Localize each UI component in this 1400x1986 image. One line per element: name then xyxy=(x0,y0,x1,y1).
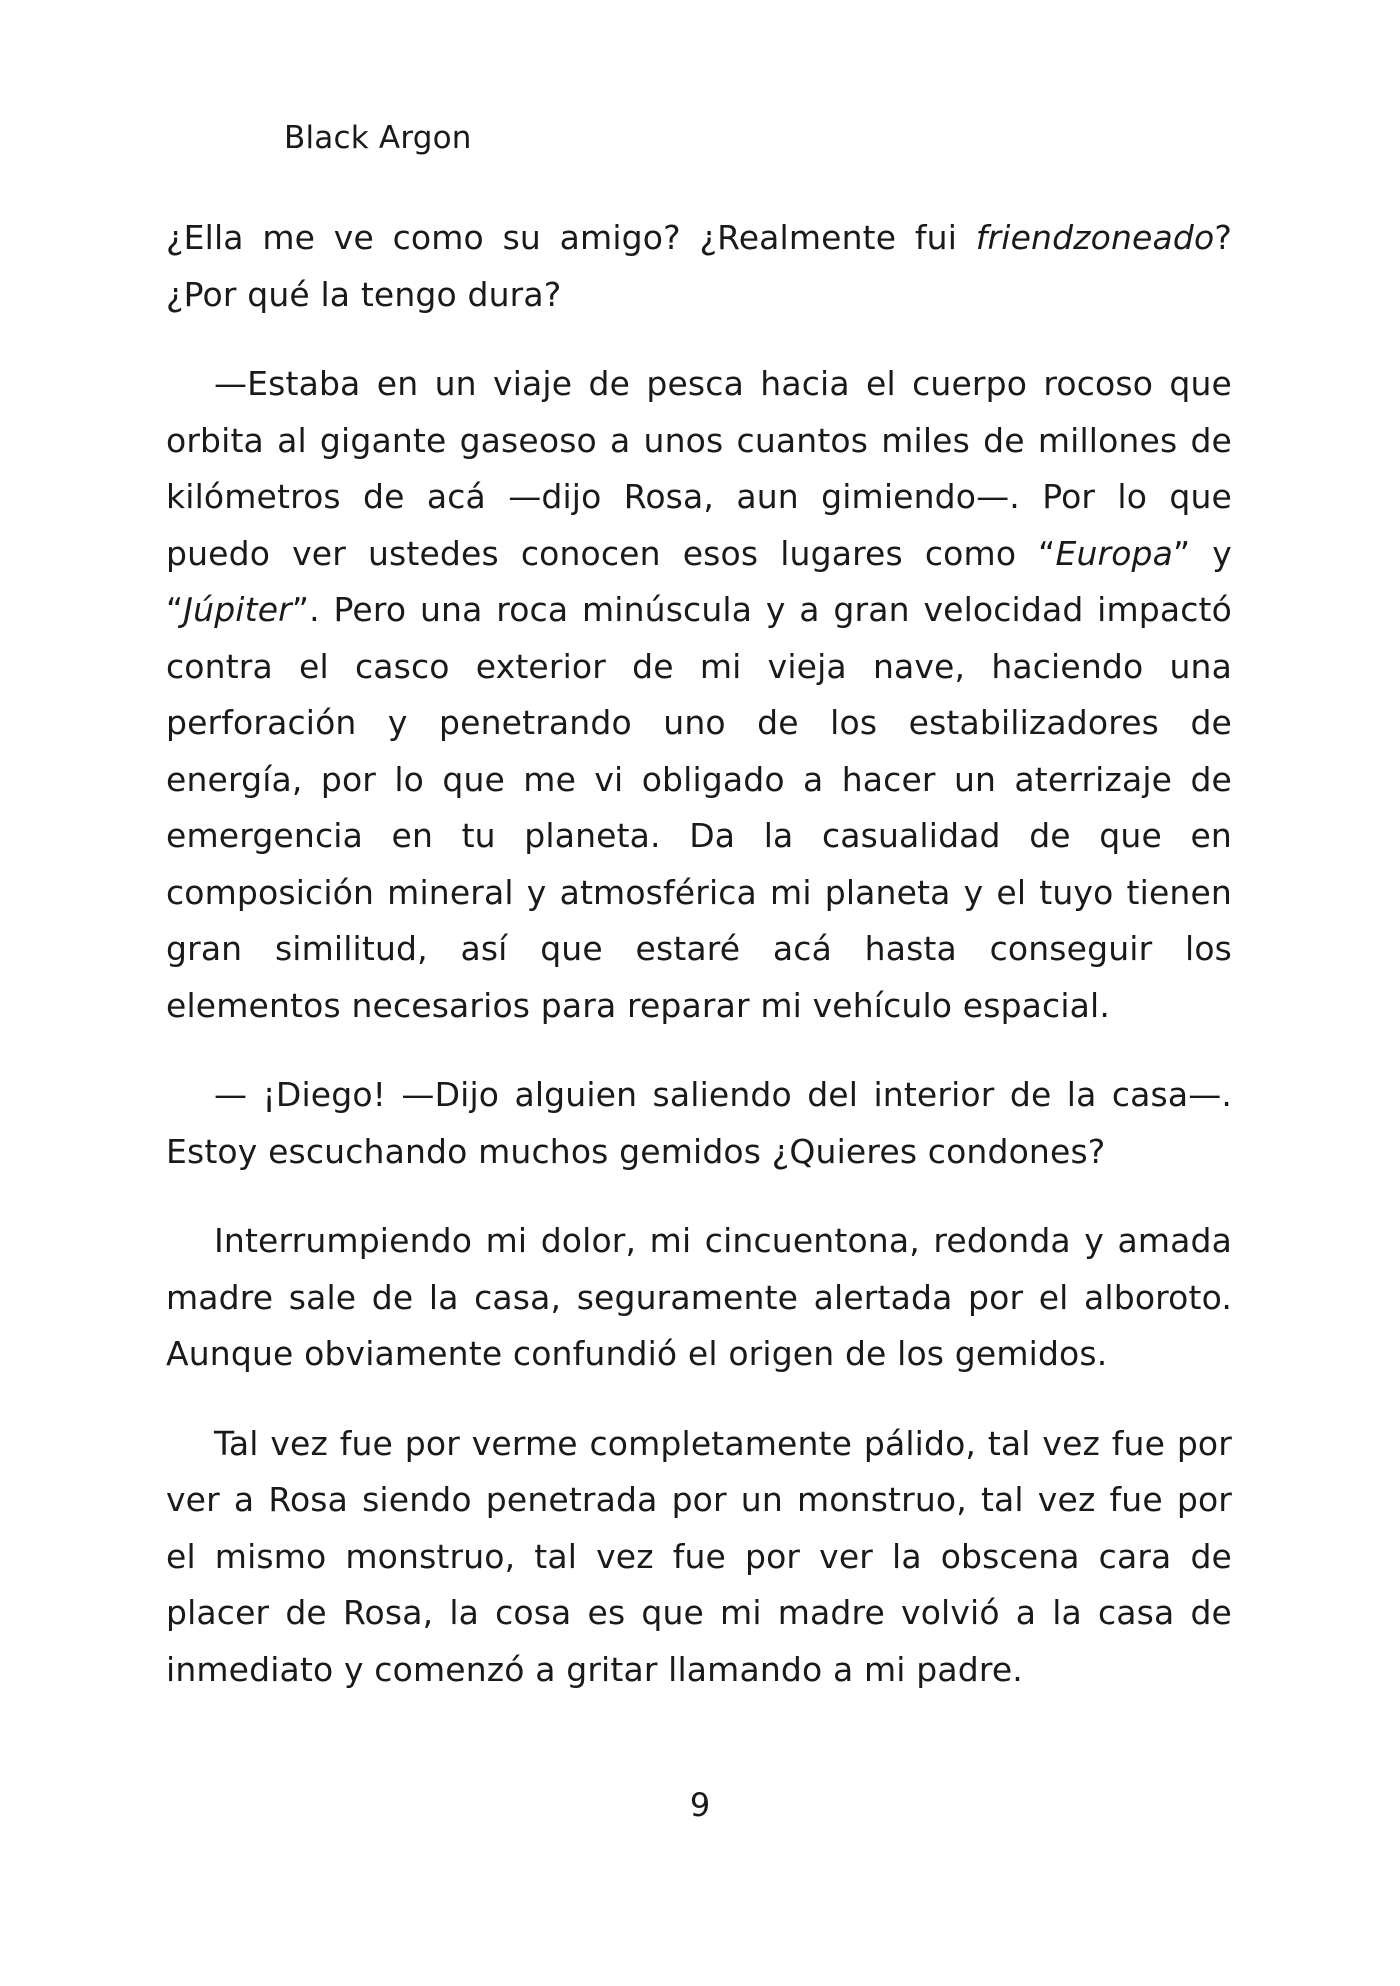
paragraph xyxy=(166,356,1232,1034)
text-run: — ¡Diego! —Dijo alguien saliendo del interior de la casa—. Estoy escuchando muchos gemidos ¿Quieres condones? xyxy=(166,1075,1232,1171)
body-text xyxy=(166,210,1232,1731)
text-run: ¿Ella me ve como su amigo? ¿Realmente fui xyxy=(166,218,976,257)
paragraph xyxy=(166,1416,1232,1699)
running-header-title: Black Argon xyxy=(284,120,472,156)
italic-text: friendzoneado xyxy=(975,218,1215,257)
text-run: ”. Pero una roca minúscula y a gran velocidad impactó contra el casco exterior de mi vieja nave, haciendo una perforación y penetrando uno de los estabilizadores de energía, por lo que me vi obligado a hacer un aterrizaje de emergencia en tu planeta. Da la casualidad de que en composición mineral y atmosférica mi planeta y el tuyo tienen gran similitud, así que estaré acá hasta conseguir los elementos necesarios para reparar mi vehículo espacial. xyxy=(166,590,1232,1025)
italic-text: Júpiter xyxy=(183,590,292,629)
text-run: Tal vez fue por verme completamente pálido, tal vez fue por ver a Rosa siendo penetrada por un monstruo, tal vez fue por el mismo monstruo, tal vez fue por ver la obscena cara de placer de Rosa, la cosa es que mi madre volvió a la casa de inmediato y comenzó a gritar llamando a mi padre. xyxy=(166,1423,1232,1689)
paragraph xyxy=(166,1213,1232,1383)
text-run: —Estaba en un viaje de pesca hacia el cuerpo rocoso que orbita al gigante gaseoso a unos cuantos miles de millones de kilómetros de acá —dijo Rosa, aun gimiendo—. Por lo que puedo ver ustedes conocen esos lugares como “ xyxy=(166,364,1232,573)
text-run: Interrumpiendo mi dolor, mi cincuentona, redonda y amada madre sale de la casa, seguramente alertada por el alboroto. Aunque obviamente confundió el origen de los gemidos. xyxy=(166,1221,1232,1373)
paragraph xyxy=(166,210,1232,323)
text-run: ? ¿Por qué la tengo dura? xyxy=(166,218,1232,314)
text-run: ” y “ xyxy=(166,533,1232,629)
paragraph xyxy=(166,1067,1232,1180)
italic-text: Europa xyxy=(1055,533,1174,573)
page-number: 9 xyxy=(689,1786,711,1824)
